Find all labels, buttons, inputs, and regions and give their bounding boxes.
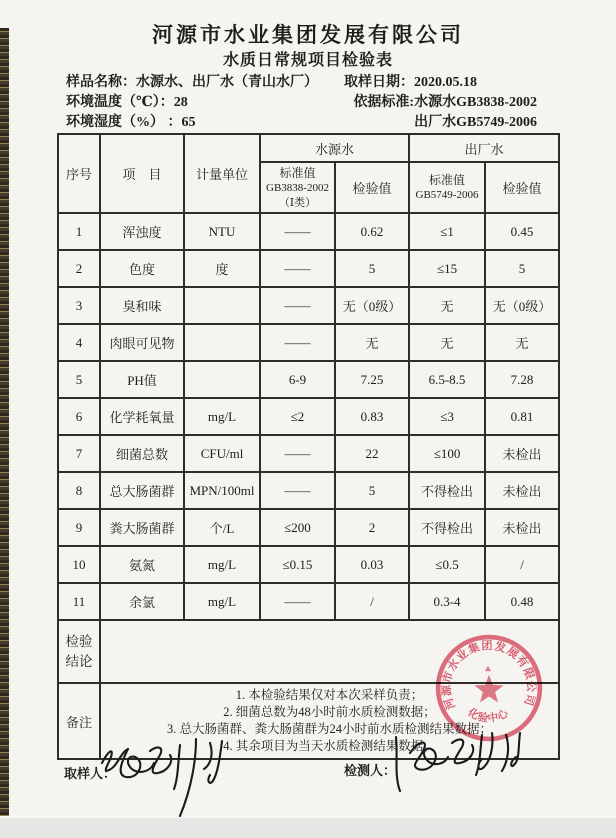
cell-src-standard: 6-9	[260, 361, 335, 398]
cell-src-standard: ——	[260, 435, 335, 472]
table-row	[58, 472, 559, 509]
cell-seq: 1	[58, 213, 100, 250]
sampling-date-label: 取样日期：	[344, 75, 414, 90]
scan-edge-strip	[0, 28, 9, 816]
cell-item: 浑浊度	[100, 213, 184, 250]
cell-unit	[184, 324, 260, 361]
cell-seq: 3	[58, 287, 100, 324]
cell-seq: 7	[58, 435, 100, 472]
outlet-standard-line2: GB5749-2006	[415, 189, 479, 202]
cell-out-standard: ≤15	[409, 250, 485, 287]
cell-src-standard: ≤2	[260, 398, 335, 435]
table-group-header-row	[58, 134, 559, 162]
cell-item: 细菌总数	[100, 435, 184, 472]
sample-name-value: 水源水、出厂水（青山水厂）	[136, 75, 318, 90]
cell-item: 臭和味	[100, 287, 184, 324]
outlet-standard-lines	[410, 172, 484, 203]
cell-out-value: 7.28	[485, 361, 559, 398]
table-row	[58, 509, 559, 546]
cell-src-value: 无（0级）	[335, 287, 409, 324]
reference-standard-outlet: 出厂水GB5749-2006	[414, 115, 537, 130]
cell-seq: 6	[58, 398, 100, 435]
cell-out-standard: ≤3	[409, 398, 485, 435]
cell-item: 氨氮	[100, 546, 184, 583]
header-group-source-water: 水源水	[260, 134, 409, 162]
cell-item: 粪大肠菌群	[100, 509, 184, 546]
cell-unit: 度	[184, 250, 260, 287]
cell-out-standard: 无	[409, 287, 485, 324]
cell-seq: 5	[58, 361, 100, 398]
cell-src-value: 0.03	[335, 546, 409, 583]
cell-out-standard: ≤0.5	[409, 546, 485, 583]
cell-out-value: /	[485, 546, 559, 583]
stamp-ring-text: 河源市水业集团发展有限公司	[441, 640, 537, 711]
remark-line-4: 4. 其余项目为当天水质检测结果数据。	[223, 739, 436, 754]
cell-out-value: 5	[485, 250, 559, 287]
header-outlet-standard	[409, 162, 485, 213]
cell-out-standard: ≤100	[409, 435, 485, 472]
table-row	[58, 250, 559, 287]
reference-standard-source: 水源水GB3838-2002	[414, 95, 537, 110]
conclusion-label-line1: 检验	[65, 633, 93, 649]
ambient-humidity-line	[66, 111, 196, 131]
cell-src-standard: ≤0.15	[260, 546, 335, 583]
cell-out-value: 未检出	[485, 435, 559, 472]
cell-seq: 11	[58, 583, 100, 620]
cell-out-standard: 无	[409, 324, 485, 361]
cell-out-value: 未检出	[485, 472, 559, 509]
cell-src-standard: ≤200	[260, 509, 335, 546]
header-unit: 计量单位	[184, 134, 260, 213]
stamp-center-text: 化验中心	[465, 706, 511, 726]
form-title: 水质日常规项目检验表	[222, 52, 393, 69]
cell-src-standard: ——	[260, 583, 335, 620]
tester-label: 检测人：	[344, 763, 397, 778]
table-row	[58, 213, 559, 250]
cell-src-value: 22	[335, 435, 409, 472]
cell-item: 余氯	[100, 583, 184, 620]
cell-unit: 个/L	[184, 509, 260, 546]
header-outlet-check: 检验值	[485, 162, 559, 213]
conclusion-label-line2: 结论	[65, 653, 93, 669]
cell-src-value: 5	[335, 250, 409, 287]
cell-src-value: 无	[335, 324, 409, 361]
header-seq: 序号	[58, 134, 100, 213]
cell-item: 肉眼可见物	[100, 324, 184, 361]
remark-line-3: 3. 总大肠菌群、粪大肠菌群为24小时前水质检测结果数据；	[167, 722, 493, 736]
ambient-temperature-value: 28	[173, 95, 188, 110]
cell-src-standard: ——	[260, 472, 335, 509]
cell-src-value: 7.25	[335, 361, 409, 398]
remark-line-1: 1. 本检验结果仅对本次采样负责；	[235, 687, 424, 702]
cell-src-value: 5	[335, 472, 409, 509]
cell-unit: CFU/ml	[184, 435, 260, 472]
header-item: 项 目	[100, 134, 184, 213]
company-title: 河源市水业集团发展有限公司	[152, 23, 464, 47]
cell-unit: mg/L	[184, 546, 260, 583]
cell-out-standard: 0.3-4	[409, 583, 485, 620]
source-standard-lines	[261, 165, 334, 211]
cell-item: 化学耗氧量	[100, 398, 184, 435]
cell-src-value: 2	[335, 509, 409, 546]
cell-src-value: 0.62	[335, 213, 409, 250]
sampler-label: 取样人：	[64, 766, 117, 781]
sample-name-label: 样品名称：	[66, 75, 136, 90]
sampling-date-value: 2020.05.18	[414, 75, 477, 90]
cell-out-value: 0.81	[485, 398, 559, 435]
table-row	[58, 435, 559, 472]
table-row	[58, 398, 559, 435]
cell-item: 色度	[100, 250, 184, 287]
ambient-temperature-line	[66, 91, 188, 111]
table-row	[58, 324, 559, 361]
cell-src-standard: ——	[260, 324, 335, 361]
remarks-label: 备注	[58, 683, 100, 759]
sampling-date-line	[344, 71, 477, 91]
cell-out-value: 无	[485, 324, 559, 361]
cell-item: PH值	[100, 361, 184, 398]
cell-seq: 10	[58, 546, 100, 583]
stamp-star-icon	[474, 675, 503, 703]
cell-unit	[184, 361, 260, 398]
header-group-outlet-water: 出厂水	[409, 134, 559, 162]
cell-out-standard: 6.5-8.5	[409, 361, 485, 398]
conclusion-label	[58, 620, 100, 683]
cell-seq: 9	[58, 509, 100, 546]
cell-unit: mg/L	[184, 583, 260, 620]
header-source-standard	[260, 162, 335, 213]
ambient-humidity-value: 65	[181, 115, 196, 130]
cell-unit	[184, 287, 260, 324]
cell-seq: 8	[58, 472, 100, 509]
table-row	[58, 361, 559, 398]
cell-src-standard: ——	[260, 287, 335, 324]
cell-out-value: 无（0级）	[485, 287, 559, 324]
cell-unit: NTU	[184, 213, 260, 250]
cell-seq: 4	[58, 324, 100, 361]
cell-out-value: 0.45	[485, 213, 559, 250]
reference-standard-line	[353, 91, 537, 111]
source-standard-line2: GB3838-2002	[266, 181, 329, 194]
reference-standard-label: 依据标准:	[353, 95, 415, 110]
stamp-triangle-icon	[485, 666, 492, 672]
sample-name-line	[66, 71, 318, 91]
table-row	[58, 583, 559, 620]
ambient-temperature-label: 环境温度（℃）：	[66, 95, 174, 110]
cell-out-value: 未检出	[485, 509, 559, 546]
cell-src-value: /	[335, 583, 409, 620]
sampler-signature	[92, 733, 257, 819]
company-seal-stamp	[433, 632, 545, 744]
table-row	[58, 287, 559, 324]
table-row	[58, 546, 559, 583]
cell-src-standard: ——	[260, 250, 335, 287]
ambient-humidity-label: 环境湿度（%） ：	[66, 115, 182, 130]
cell-src-standard: ——	[260, 213, 335, 250]
cell-seq: 2	[58, 250, 100, 287]
conclusion-label-lines	[59, 632, 99, 671]
source-standard-line3: （Ⅰ类）	[278, 196, 317, 209]
cell-out-value: 0.48	[485, 583, 559, 620]
cell-out-standard: 不得检出	[409, 472, 485, 509]
remark-line-2: 2. 细菌总数为48小时前水质检测数据；	[223, 704, 436, 719]
cell-src-value: 0.83	[335, 398, 409, 435]
cell-out-standard: 不得检出	[409, 509, 485, 546]
cell-unit: mg/L	[184, 398, 260, 435]
header-source-check: 检验值	[335, 162, 409, 213]
source-standard-line1: 标准值	[279, 165, 316, 180]
outlet-standard-line1: 标准值	[429, 172, 466, 187]
cell-unit: MPN/100ml	[184, 472, 260, 509]
cell-item: 总大肠菌群	[100, 472, 184, 509]
cell-out-standard: ≤1	[409, 213, 485, 250]
